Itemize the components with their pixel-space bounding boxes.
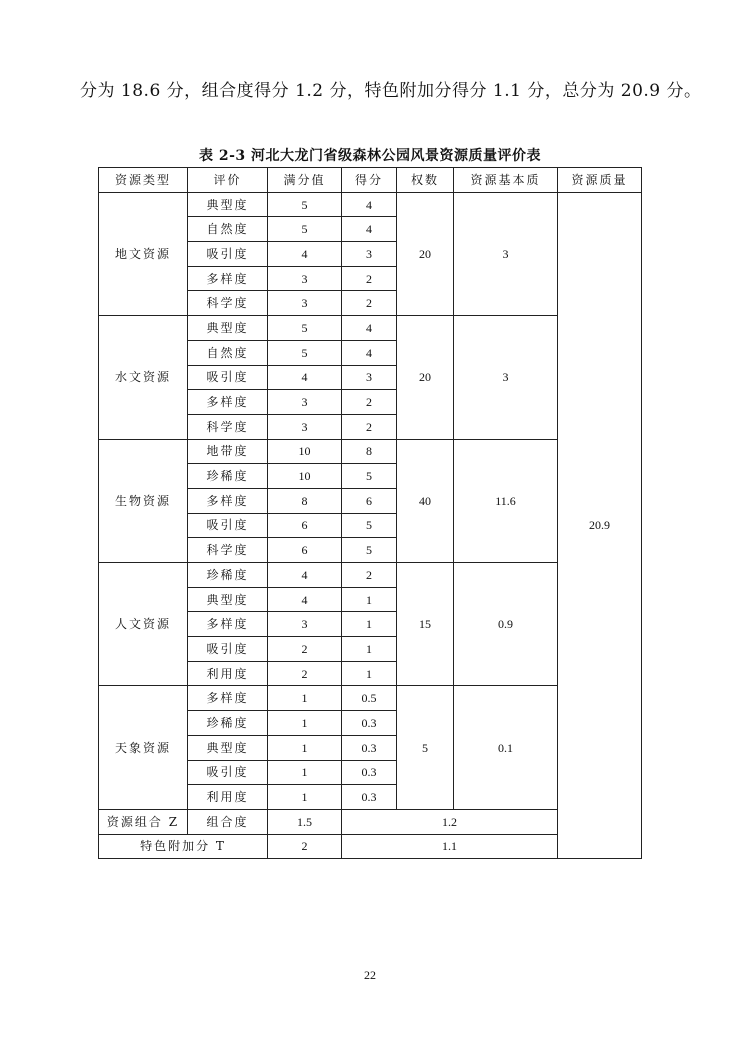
score-cell: 0.3	[342, 735, 397, 760]
resource-type-cell: 地文资源	[99, 192, 188, 315]
full-score-cell: 8	[268, 488, 342, 513]
score-cell: 6	[342, 488, 397, 513]
criterion-cell: 多样度	[188, 488, 268, 513]
score-cell: 1	[342, 612, 397, 637]
criterion-cell: 吸引度	[188, 242, 268, 267]
resource-type-cell: 水文资源	[99, 316, 188, 439]
criterion-cell: 地带度	[188, 439, 268, 464]
score-cell: 5	[342, 538, 397, 563]
score-cell: 2	[342, 266, 397, 291]
score-cell: 1	[342, 661, 397, 686]
criterion-cell: 多样度	[188, 266, 268, 291]
score-cell: 3	[342, 365, 397, 390]
score-cell: 0.3	[342, 711, 397, 736]
header-row	[99, 168, 642, 193]
full-score-cell: 1	[268, 686, 342, 711]
score-cell: 2	[342, 291, 397, 316]
full-score-cell: 4	[268, 365, 342, 390]
criterion-cell: 吸引度	[188, 513, 268, 538]
full-score-cell: 3	[268, 414, 342, 439]
header-cell: 权数	[397, 168, 454, 193]
full-score-cell: 5	[268, 340, 342, 365]
score-cell: 0.5	[342, 686, 397, 711]
full-score-cell: 6	[268, 513, 342, 538]
resource-type-cell: 天象资源	[99, 686, 188, 809]
score-cell: 2	[342, 414, 397, 439]
criterion-cell: 珍稀度	[188, 464, 268, 489]
combo-full-cell: 1.5	[268, 809, 342, 834]
resource-type-cell: 生物资源	[99, 439, 188, 562]
score-cell: 1	[342, 637, 397, 662]
full-score-cell: 1	[268, 760, 342, 785]
full-score-cell: 4	[268, 563, 342, 588]
criterion-cell: 典型度	[188, 735, 268, 760]
header-cell: 得分	[342, 168, 397, 193]
table-row	[99, 192, 642, 217]
header-cell: 资源基本质	[454, 168, 558, 193]
header-cell: 资源类型	[99, 168, 188, 193]
bonus-label-cell: 特色附加分 T	[99, 834, 268, 859]
page-number: 22	[364, 968, 376, 982]
score-cell: 2	[342, 390, 397, 415]
table-caption: 表 2-3 河北大龙门省级森林公园风景资源质量评价表	[198, 148, 542, 164]
resource-quality-cell: 20.9	[558, 192, 642, 859]
full-score-cell: 5	[268, 316, 342, 341]
weight-cell: 15	[397, 563, 454, 686]
criterion-cell: 珍稀度	[188, 711, 268, 736]
full-score-cell: 5	[268, 192, 342, 217]
resource-type-cell: 人文资源	[99, 563, 188, 686]
criterion-cell: 典型度	[188, 192, 268, 217]
score-cell: 5	[342, 513, 397, 538]
weight-cell: 20	[397, 316, 454, 439]
score-cell: 1	[342, 587, 397, 612]
header-cell: 资源质量	[558, 168, 642, 193]
score-cell: 5	[342, 464, 397, 489]
full-score-cell: 1	[268, 735, 342, 760]
criterion-cell: 自然度	[188, 217, 268, 242]
score-cell: 4	[342, 217, 397, 242]
weight-cell: 20	[397, 192, 454, 315]
score-cell: 8	[342, 439, 397, 464]
score-cell: 0.3	[342, 760, 397, 785]
criterion-cell: 自然度	[188, 340, 268, 365]
criterion-cell: 多样度	[188, 612, 268, 637]
basic-quality-cell: 0.9	[454, 563, 558, 686]
criterion-cell: 科学度	[188, 414, 268, 439]
full-score-cell: 3	[268, 266, 342, 291]
score-cell: 2	[342, 563, 397, 588]
criterion-cell: 利用度	[188, 661, 268, 686]
basic-quality-cell: 3	[454, 192, 558, 315]
full-score-cell: 1	[268, 711, 342, 736]
evaluation-table	[98, 167, 642, 859]
criterion-cell: 吸引度	[188, 637, 268, 662]
score-cell: 0.3	[342, 785, 397, 810]
bonus-score-cell: 1.1	[342, 834, 558, 859]
criterion-cell: 珍稀度	[188, 563, 268, 588]
full-score-cell: 3	[268, 612, 342, 637]
score-cell: 4	[342, 192, 397, 217]
basic-quality-cell: 11.6	[454, 439, 558, 562]
score-cell: 4	[342, 316, 397, 341]
full-score-cell: 4	[268, 242, 342, 267]
basic-quality-cell: 3	[454, 316, 558, 439]
criterion-cell: 科学度	[188, 291, 268, 316]
full-score-cell: 6	[268, 538, 342, 563]
header-cell: 满分值	[268, 168, 342, 193]
criterion-cell: 多样度	[188, 390, 268, 415]
full-score-cell: 10	[268, 464, 342, 489]
full-score-cell: 3	[268, 390, 342, 415]
full-score-cell: 2	[268, 637, 342, 662]
combo-item-cell: 组合度	[188, 809, 268, 834]
full-score-cell: 2	[268, 661, 342, 686]
criterion-cell: 吸引度	[188, 760, 268, 785]
full-score-cell: 4	[268, 587, 342, 612]
criterion-cell: 利用度	[188, 785, 268, 810]
basic-quality-cell: 0.1	[454, 686, 558, 809]
combo-label-cell: 资源组合 Z	[99, 809, 188, 834]
combo-score-cell: 1.2	[342, 809, 558, 834]
criterion-cell: 典型度	[188, 587, 268, 612]
criterion-cell: 典型度	[188, 316, 268, 341]
bonus-full-cell: 2	[268, 834, 342, 859]
header-cell: 评价	[188, 168, 268, 193]
weight-cell: 5	[397, 686, 454, 809]
full-score-cell: 1	[268, 785, 342, 810]
criterion-cell: 吸引度	[188, 365, 268, 390]
score-cell: 4	[342, 340, 397, 365]
weight-cell: 40	[397, 439, 454, 562]
full-score-cell: 5	[268, 217, 342, 242]
intro-paragraph: 分为 18.6 分，组合度得分 1.2 分，特色附加分得分 1.1 分，总分为 20.9 分。	[80, 81, 702, 101]
criterion-cell: 多样度	[188, 686, 268, 711]
criterion-cell: 科学度	[188, 538, 268, 563]
full-score-cell: 10	[268, 439, 342, 464]
score-cell: 3	[342, 242, 397, 267]
full-score-cell: 3	[268, 291, 342, 316]
